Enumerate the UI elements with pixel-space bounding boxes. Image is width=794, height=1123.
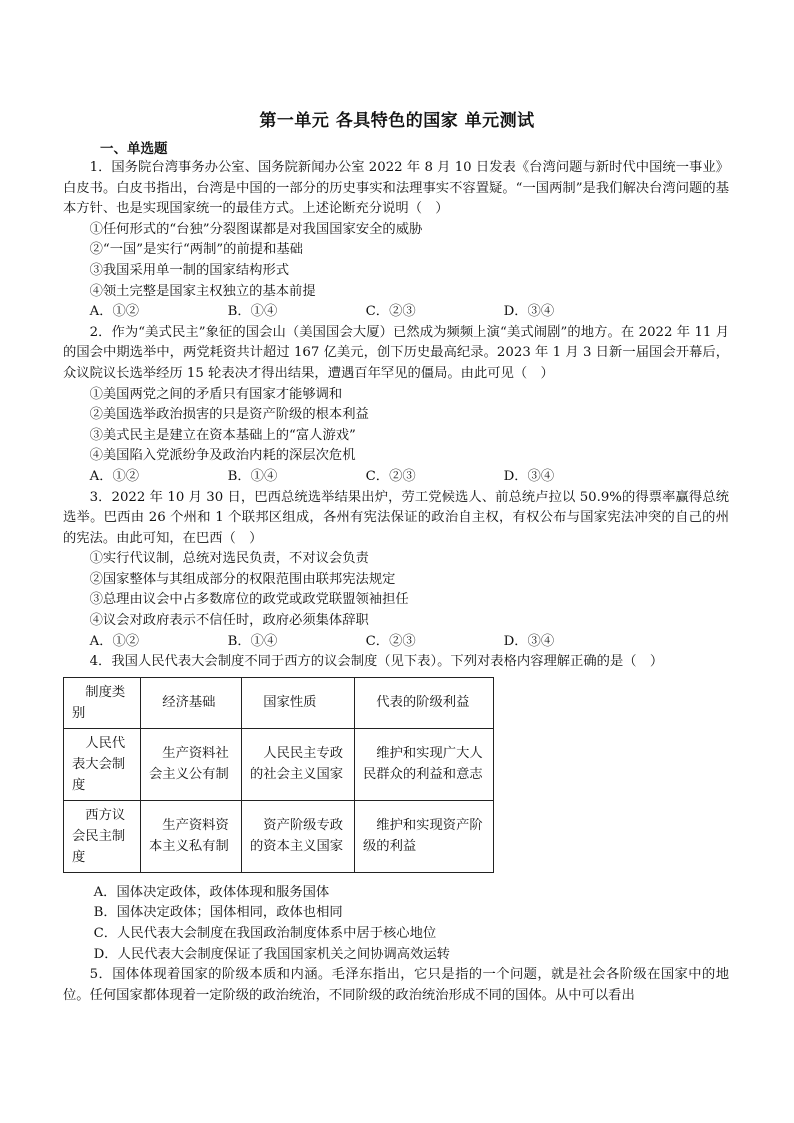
question-4-answer-c[interactable]: C．人民代表大会制度在我国政治制度体系中居于核心地位 [93, 926, 437, 942]
choice-a[interactable]: A．①② [89, 633, 140, 649]
page-title: 第一单元 各具特色的国家 单元测试 [259, 111, 535, 131]
question-2-item: ②美国选举政治损害的只是资产阶级的根本利益 [89, 407, 369, 423]
question-5-stem: 5．国体体现着国家的阶级本质和内涵。毛泽东指出，它只是指的一个问题，就是社会各阶级在国家中的地位。任何国家都体现着一定阶级的政治统治，不同阶级的政治统治形成不同的国体。从中可以看出 [63, 967, 729, 1003]
question-4-answer-d[interactable]: D．人民代表大会制度保证了我国国家机关之间协调高效运转 [93, 946, 450, 962]
table-header-cell: 制度类别 [64, 677, 141, 728]
question-1-item: ④领土完整是国家主权独立的基本前提 [89, 283, 316, 299]
question-2-choices [90, 467, 729, 488]
table-cell: 人民代表大会制度 [64, 728, 141, 800]
question-1-choices [90, 302, 729, 323]
question-3-item: ④议会对政府表示不信任时，政府必须集体辞职 [89, 613, 369, 629]
table-cell: 人民民主专政的社会主义国家 [242, 728, 355, 800]
question-2-item: ③美式民主是建立在资本基础上的“富人游戏” [89, 427, 356, 443]
choice-c[interactable]: C．②③ [365, 633, 416, 649]
table-cell: 生产资料资本主义私有制 [141, 800, 242, 872]
table-cell: 资产阶级专政的资本主义国家 [242, 800, 355, 872]
question-2-item: ④美国陷入党派纷争及政治内耗的深层次危机 [89, 448, 356, 464]
table-cell: 维护和实现广大人民群众的利益和意志 [355, 728, 494, 800]
question-1-item: ②“一国”是实行“两制”的前提和基础 [89, 242, 303, 258]
table-header-cell: 经济基础 [141, 677, 242, 728]
choice-a[interactable]: A．①② [89, 304, 140, 320]
comparison-table [63, 677, 494, 873]
table-row [64, 800, 494, 872]
question-4-stem: 4．我国人民代表大会制度不同于西方的议会制度（见下表）。下列对表格内容理解正确的是（ ） [89, 654, 664, 670]
table-cell: 维护和实现资产阶级的利益 [355, 800, 494, 872]
question-content [63, 158, 729, 1006]
question-3-stem: 3．2022 年 10 月 30 日，巴西总统选举结果出炉，劳工党候选人、前总统卢拉以 50.9%的得票率赢得总统选举。巴西由 26 个州和 1 个联邦区组成，各州有宪法保证的政治自主权，有权公布与国家宪法冲突的自己的州的宪法。由此可知，在巴西（ ） [63, 489, 729, 546]
choice-c[interactable]: C．②③ [365, 304, 416, 320]
question-3-item: ②国家整体与其组成部分的权限范围由联邦宪法规定 [89, 571, 396, 587]
choice-d[interactable]: D．③④ [503, 468, 555, 484]
question-2-item: ①美国两党之间的矛盾只有国家才能够调和 [89, 386, 343, 402]
question-4-answer-b[interactable]: B．国体决定政体；国体相同，政体也相同 [93, 905, 343, 921]
choice-b[interactable]: B．①④ [227, 633, 278, 649]
question-2-stem: 2．作为“美式民主”象征的国会山（美国国会大厦）已然成为频频上演“美式闹剧”的地方。在 2022 年 11 月的国会中期选举中，两党耗资共计超过 167 亿美元，创下历史最高纪录。2023 年 1 月 3 日新一届国会开幕后，众议院议长选举经历 15 轮表决才得出结果，遭遇百年罕见的僵局。由此可见（ ） [63, 324, 729, 381]
choice-c[interactable]: C．②③ [365, 468, 416, 484]
section-heading: 一、单选题 [100, 141, 168, 157]
table-header-cell: 国家性质 [242, 677, 355, 728]
choice-b[interactable]: B．①④ [227, 468, 278, 484]
question-1-item: ①任何形式的“台独”分裂图谋都是对我国国家安全的威胁 [89, 221, 423, 237]
choice-a[interactable]: A．①② [89, 468, 140, 484]
table-header-cell: 代表的阶级利益 [355, 677, 494, 728]
question-3-item: ③总理由议会中占多数席位的政党或政党联盟领袖担任 [89, 592, 409, 608]
table-cell: 生产资料社会主义公有制 [141, 728, 242, 800]
question-4-answer-a[interactable]: A．国体决定政体，政体体现和服务国体 [93, 884, 330, 900]
choice-b[interactable]: B．①④ [227, 304, 278, 320]
question-3-choices [90, 632, 729, 653]
question-3-item: ①实行代议制，总统对选民负责，不对议会负责 [89, 551, 369, 567]
question-1-stem: 1．国务院台湾事务办公室、国务院新闻办公室 2022 年 8 月 10 日发表《台湾问题与新时代中国统一事业》白皮书。白皮书指出，台湾是中国的一部分的历史事实和法理事实不容置疑。“一国两制”是我们解决台湾问题的基本方针、也是实现国家统一的最佳方式。上述论断充分说明（ ） [63, 160, 729, 217]
table-row [64, 728, 494, 800]
question-1-item: ③我国采用单一制的国家结构形式 [89, 262, 290, 278]
table-cell: 西方议会民主制度 [64, 800, 141, 872]
choice-d[interactable]: D．③④ [503, 633, 555, 649]
choice-d[interactable]: D．③④ [503, 304, 555, 320]
table-header-row [64, 677, 494, 728]
